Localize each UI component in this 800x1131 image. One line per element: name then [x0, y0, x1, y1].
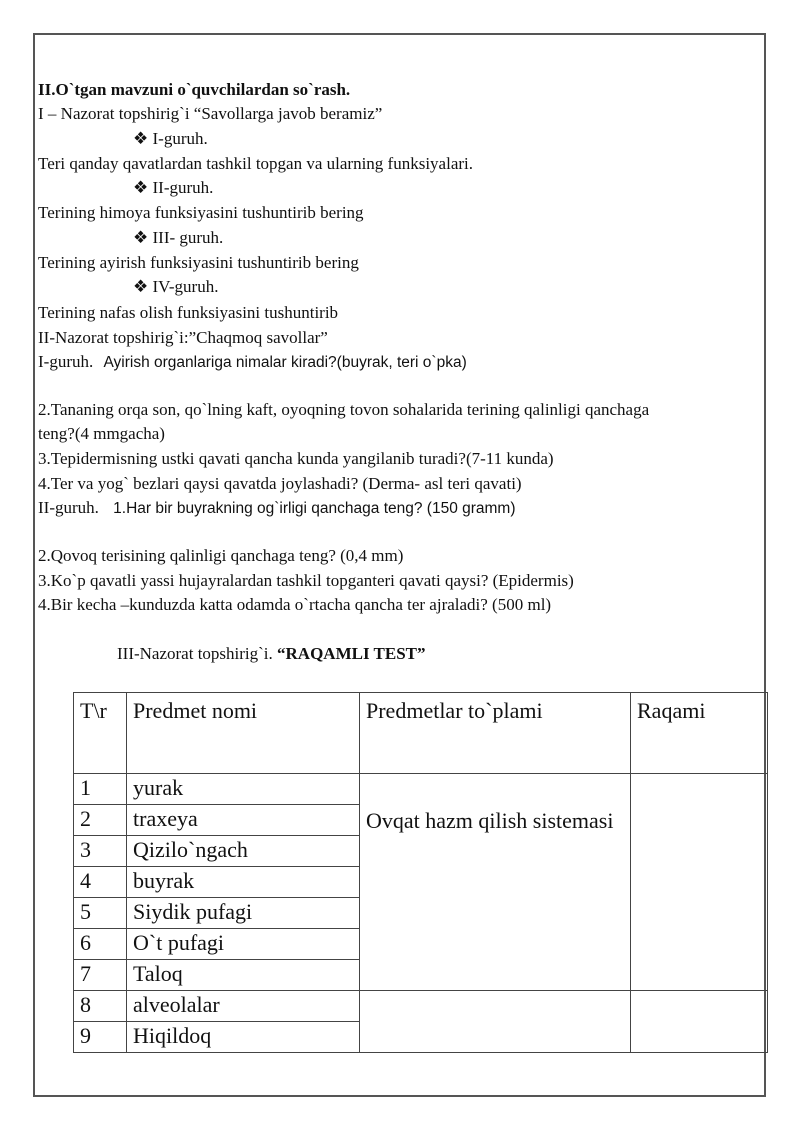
item-cell: Taloq — [127, 960, 360, 991]
item-cell: alveolalar — [127, 991, 360, 1022]
task-3-name: “RAQAMLI TEST” — [277, 644, 426, 663]
question-text: 4.Ter va yog` bezlari qaysi qavatda joylashadi? (Derma- asl teri qavati) — [38, 474, 522, 493]
group-label: II-guruh. — [38, 498, 99, 517]
item-cell: yurak — [127, 774, 360, 805]
question-line — [38, 352, 467, 373]
section-heading: II.O`tgan mavzuni o`quvchilardan so`rash. — [38, 80, 351, 99]
header-cell: Raqami — [631, 693, 768, 774]
number-cell: 7 — [74, 960, 127, 991]
table-row — [74, 991, 768, 1022]
table-header-row — [74, 693, 768, 774]
question-text: 4.Bir kecha –kunduzda katta odamda o`rtacha qancha ter ajraladi? (500 ml) — [38, 595, 552, 614]
answer-cell — [631, 991, 768, 1053]
question-text: 3.Tepidermisning ustki qavati qancha kunda yangilanib turadi?(7-11 kunda) — [38, 449, 554, 468]
item-cell: Siydik pufagi — [127, 898, 360, 929]
question-text: 3.Ko`p qavatli yassi hujayralardan tashkil topganteri qavati qaysi? (Epidermis) — [38, 571, 574, 590]
header-cell: Predmet nomi — [127, 693, 360, 774]
question-text: Terining ayirish funksiyasini tushuntirib bering — [38, 253, 359, 272]
task-3-title — [117, 644, 426, 664]
test-table — [73, 692, 768, 1053]
number-cell: 2 — [74, 805, 127, 836]
item-cell: Qizilo`ngach — [127, 836, 360, 867]
item-cell: traxeya — [127, 805, 360, 836]
number-cell: 9 — [74, 1022, 127, 1053]
number-cell: 4 — [74, 867, 127, 898]
group-cell: Ovqat hazm qilish sistemasi — [360, 774, 631, 991]
task-1-title: I – Nazorat topshirig`i “Savollarga javob beramiz” — [38, 104, 383, 123]
item-cell: O`t pufagi — [127, 929, 360, 960]
task-2-title: II-Nazorat topshirig`i:”Chaqmoq savollar” — [38, 328, 328, 347]
group-label: I-guruh. — [38, 352, 94, 371]
group-4-label: ❖ IV-guruh. — [133, 277, 219, 296]
number-cell: 6 — [74, 929, 127, 960]
question-text: Teri qanday qavatlardan tashkil topgan va ularning funksiyalari. — [38, 154, 474, 173]
question-text: 2.Qovoq terisining qalinligi qanchaga teng? (0,4 mm) — [38, 546, 404, 565]
group-1-label: ❖ I-guruh. — [133, 129, 208, 148]
question-text: 1.Har bir buyrakning og`irligi qanchaga teng? (150 gramm) — [113, 500, 516, 517]
number-cell: 3 — [74, 836, 127, 867]
number-cell: 8 — [74, 991, 127, 1022]
question-text: teng?(4 mmgacha) — [38, 424, 165, 443]
group-2-label: ❖ II-guruh. — [133, 178, 214, 197]
answer-cell — [631, 774, 768, 991]
question-text: Terining nafas olish funksiyasini tushuntirib — [38, 303, 339, 322]
header-cell: Predmetlar to`plami — [360, 693, 631, 774]
question-text: Terining himoya funksiyasini tushuntirib bering — [38, 203, 364, 222]
task-3-label: III-Nazorat topshirig`i. — [117, 644, 273, 663]
header-cell: T\r — [74, 693, 127, 774]
question-line — [38, 498, 516, 519]
number-cell: 1 — [74, 774, 127, 805]
item-cell: buyrak — [127, 867, 360, 898]
number-cell: 5 — [74, 898, 127, 929]
table-row — [74, 774, 768, 805]
question-text: 2.Tananing orqa son, qo`lning kaft, oyoqning tovon sohalarida terining qalinligi qanchaga — [38, 400, 650, 419]
group-3-label: ❖ III- guruh. — [133, 228, 224, 247]
question-text: Ayirish organlariga nimalar kiradi?(buyrak, teri o`pka) — [103, 354, 467, 371]
group-cell-empty — [360, 991, 631, 1053]
item-cell: Hiqildoq — [127, 1022, 360, 1053]
